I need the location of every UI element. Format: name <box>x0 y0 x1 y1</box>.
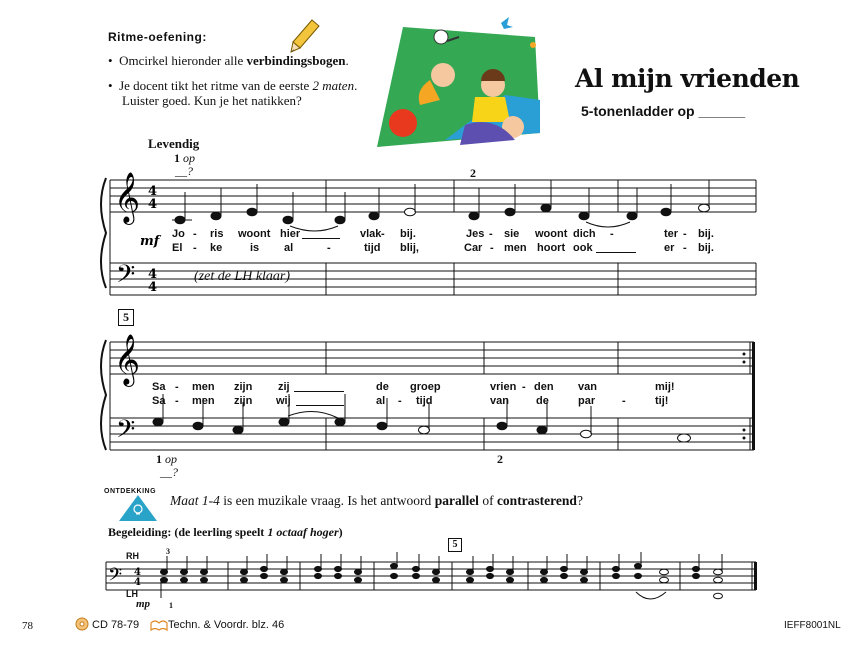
svg-text:𝄞: 𝄞 <box>114 334 141 385</box>
lyric: Car <box>464 242 483 254</box>
lyric: woont <box>238 228 271 240</box>
lyric: ook <box>573 242 593 254</box>
discovery-text: Maat 1-4 is een muzikale vraag. Is het antwoord parallel of contrasterend? <box>170 493 583 508</box>
lyric: - <box>610 228 614 240</box>
lyric: al <box>376 395 386 407</box>
tempo-marking: Levendig <box>148 136 200 151</box>
lyric: - <box>489 228 493 240</box>
lyric: van <box>490 395 509 407</box>
lyric: ter <box>664 228 679 240</box>
lyric: wij <box>276 395 291 407</box>
svg-text:4: 4 <box>134 567 141 578</box>
rh-label: RH <box>126 551 139 561</box>
lyric: bij. <box>698 242 714 254</box>
svg-text:𝄢: 𝄢 <box>116 415 136 450</box>
lyric: vrien <box>490 381 517 393</box>
cd-icon <box>75 617 89 631</box>
page-number: 78 <box>22 620 33 632</box>
blank-answer: __? <box>175 164 193 178</box>
dynamic-mp: mp <box>136 598 151 610</box>
lyric: El <box>172 242 183 254</box>
lyric: - <box>193 228 197 240</box>
lyric: - <box>490 242 494 254</box>
bullet-1: • Omcirkel hieronder alle verbindingsbogen. <box>108 53 349 68</box>
lyric: er <box>664 242 675 254</box>
svg-text:4: 4 <box>148 184 158 199</box>
lyric: par <box>578 395 596 407</box>
blank-answer: __? <box>160 465 178 479</box>
lyric: tijd <box>416 395 433 407</box>
svg-text:4: 4 <box>148 280 158 295</box>
measure-number: 2 <box>470 166 476 180</box>
finger-number: 1 <box>169 601 173 610</box>
lyric: tijd <box>364 242 381 254</box>
publication-code: IEFF8001NL <box>784 620 841 631</box>
finger-number: 1 op <box>174 151 195 165</box>
measure-number: 2 <box>497 452 503 466</box>
lyric: mij! <box>655 381 675 393</box>
lyric: ris <box>210 228 224 240</box>
lyric: ke <box>210 242 223 254</box>
lightbulb-icon <box>118 494 158 522</box>
measure-box: 5 <box>118 309 134 326</box>
finger-op: op <box>183 151 195 165</box>
svg-text:4: 4 <box>148 267 158 282</box>
lyric: de <box>536 395 549 407</box>
lyric: al <box>284 242 294 254</box>
lyric: men <box>192 395 215 407</box>
lyric: zijn <box>234 395 253 407</box>
lyric: - <box>622 395 626 407</box>
lh-label: LH <box>126 589 138 599</box>
lh-ready-text: (zet de LH klaar) <box>194 269 291 284</box>
svg-text:𝄢: 𝄢 <box>108 565 123 590</box>
lyric: - <box>522 381 526 393</box>
bullet-dot: • <box>108 53 120 68</box>
svg-text:𝄢: 𝄢 <box>116 260 136 295</box>
lyric: is <box>250 242 260 254</box>
kids-illustration <box>375 15 550 150</box>
book-icon <box>150 619 168 631</box>
finger-number: 3 <box>166 547 170 556</box>
lyric: den <box>534 381 554 393</box>
lyric: vlak <box>360 228 382 240</box>
lyric: woont <box>535 228 568 240</box>
lyric: - <box>683 228 687 240</box>
lyric: - <box>683 242 687 254</box>
lyric: - <box>381 228 385 240</box>
accompaniment-staff <box>104 552 764 612</box>
song-title: Al mijn vrienden <box>575 64 800 93</box>
accompaniment-label: Begeleiding: (de leerling speelt 1 octaaf hoger) <box>108 525 343 539</box>
extender-line <box>296 405 344 406</box>
bullet-2: • Je docent tikt het ritme van de eerste 2 maten. Luister goed. Kun je het natikken? <box>108 78 358 108</box>
lyric: hoort <box>537 242 566 254</box>
lyric: - <box>398 395 402 407</box>
lyric: zij <box>278 381 290 393</box>
extender-line <box>302 238 340 239</box>
svg-text:4: 4 <box>134 577 141 588</box>
extender-line <box>294 391 344 392</box>
svg-text:4: 4 <box>148 197 158 212</box>
lyric: men <box>192 381 215 393</box>
pencil-icon <box>288 18 322 54</box>
lyric: de <box>376 381 389 393</box>
lyric: hier <box>280 228 301 240</box>
exercise-heading: Ritme-oefening: <box>108 30 207 44</box>
lyric: bij. <box>698 228 714 240</box>
lyric: bij. <box>400 228 416 240</box>
song-subtitle: 5-tonenladder op ______ <box>581 103 746 119</box>
svg-text:mf: mf <box>140 234 160 249</box>
lyric: Sa <box>152 395 166 407</box>
lyric: Jes <box>466 228 485 240</box>
lyric: - <box>175 381 179 393</box>
cd-reference: CD 78-79 <box>92 619 140 631</box>
lyric: blij, <box>400 242 419 254</box>
lyric: - <box>175 395 179 407</box>
lyric: - <box>327 242 331 254</box>
lyric: tij! <box>655 395 669 407</box>
lyric: Jo <box>172 228 185 240</box>
lyric: men <box>504 242 527 254</box>
lyric: Sa <box>152 381 166 393</box>
svg-text:𝄞: 𝄞 <box>114 172 141 223</box>
discovery-label: ONTDEKKING <box>104 488 157 495</box>
techn-reference: Techn. & Voordr. blz. 46 <box>168 619 285 631</box>
measure-box: 5 <box>448 538 462 552</box>
lyric: dich <box>573 228 596 240</box>
lyric: - <box>193 242 197 254</box>
lyric: groep <box>410 381 441 393</box>
lyric: sie <box>504 228 520 240</box>
finger-number: 1 op <box>156 452 177 466</box>
lyric: zijn <box>234 381 253 393</box>
lyric: van <box>578 381 597 393</box>
extender-line <box>596 252 636 253</box>
